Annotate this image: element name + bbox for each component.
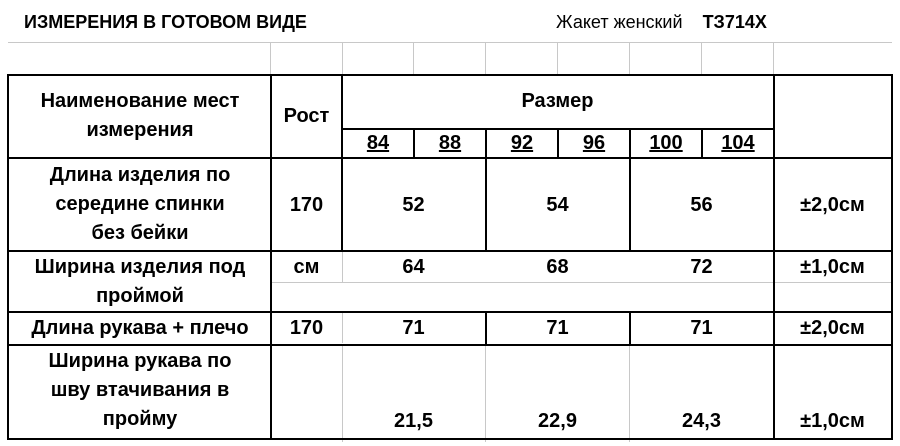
row-3-height: 170 [289,317,324,339]
size-88: 88 [438,132,462,154]
size-100: 100 [649,132,683,154]
column-header-size: Размер [521,90,594,112]
row-2-name-line-2: проймой [96,285,184,307]
row-4-name [9,347,271,434]
column-header-name-line-1: Наименование мест [40,90,240,112]
row-2-value-2: 68 [546,256,569,278]
row-1-value-1: 52 [402,194,425,216]
row-1-name-line-1: Длина изделия по [49,164,231,186]
column-header-height: Рост [283,105,330,127]
product-name: Жакет женский [556,12,683,32]
row-3-name-line-1: Длина рукава + плечо [31,317,249,339]
row-4-value-2: 22,9 [538,410,577,432]
row-3-value-2: 71 [546,317,569,339]
row-1-name-line-3: без бейки [91,222,189,244]
row-3-tolerance: ±2,0см [800,317,865,339]
row-4-name-line-1: Ширина рукава по [48,350,232,372]
row-2-name-line-1: Ширина изделия под [34,256,246,278]
row-2-value-1: 64 [402,256,425,278]
column-header-name [9,87,271,145]
row-1-name-line-2: середине спинки [55,193,225,215]
row-4-name-line-3: пройму [102,408,178,430]
row-2-value-3: 72 [690,256,713,278]
row-2-height: см [293,256,320,278]
product-code: ТЗ714Х [702,12,767,32]
row-4-tolerance: ±1,0см [800,410,865,432]
size-96: 96 [582,132,606,154]
row-2-name [9,253,271,311]
row-3-name [9,314,271,343]
row-2-tolerance: ±1,0см [800,256,865,278]
row-1-height: 170 [289,194,324,216]
row-1-tolerance: ±2,0см [800,194,865,216]
row-4-value-3: 24,3 [682,410,721,432]
row-4-value-1: 21,5 [394,410,433,432]
column-header-name-line-2: измерения [86,119,194,141]
size-84: 84 [366,132,390,154]
document-title: ИЗМЕРЕНИЯ В ГОТОВОМ ВИДЕ [24,12,307,32]
row-3-value-3: 71 [690,317,713,339]
row-1-name [9,161,271,248]
row-1-value-2: 54 [546,194,569,216]
size-104: 104 [721,132,755,154]
row-3-value-1: 71 [402,317,425,339]
row-4-name-line-2: шву втачивания в [50,379,230,401]
row-1-value-3: 56 [690,194,713,216]
size-92: 92 [510,132,534,154]
